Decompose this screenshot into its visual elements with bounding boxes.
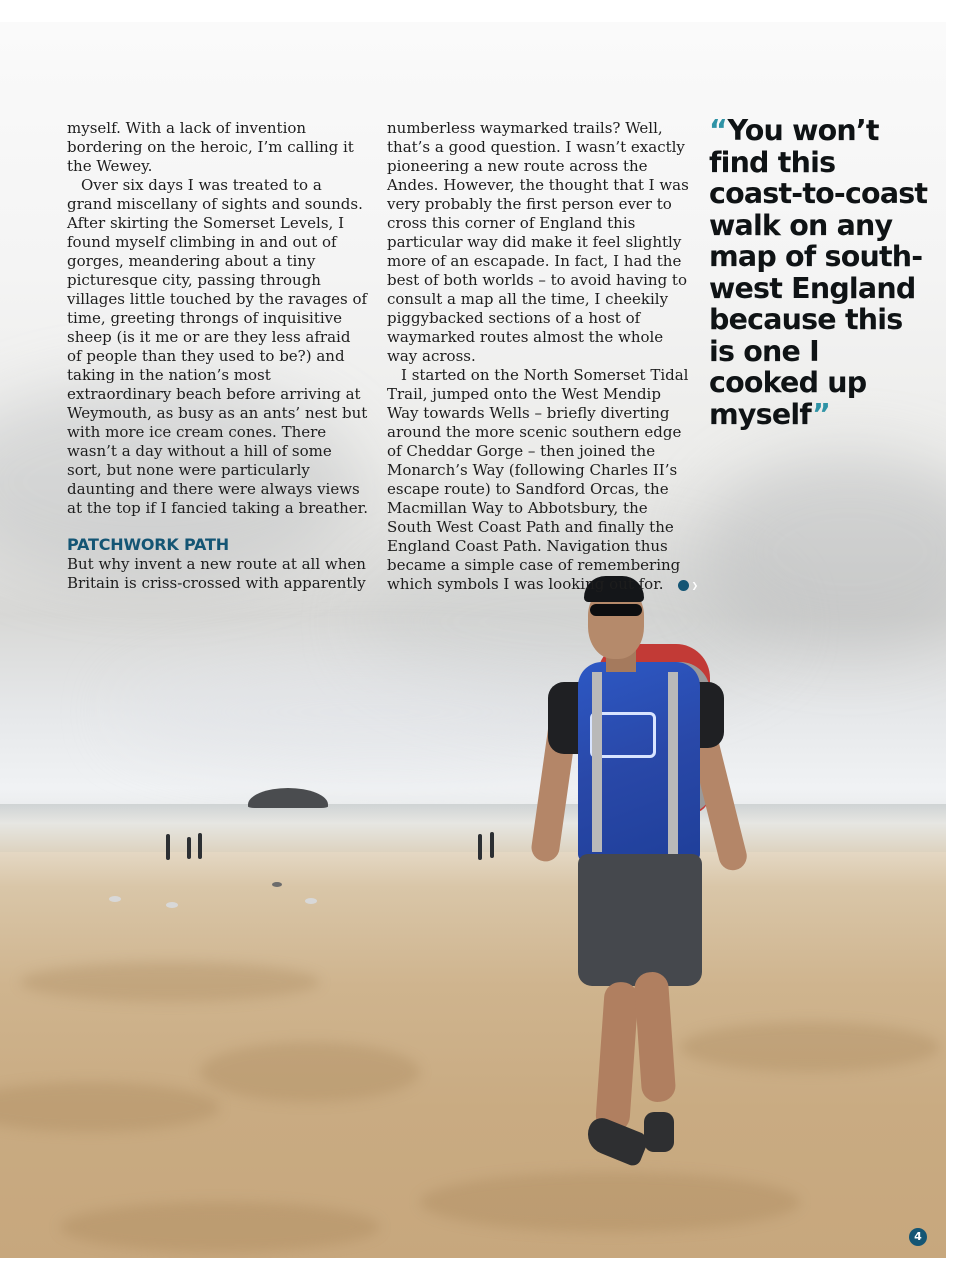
close-quote-mark: ” — [812, 397, 831, 431]
article-column-1 — [67, 119, 369, 593]
distant-walker — [166, 834, 170, 860]
distant-walker — [490, 832, 494, 858]
sunglasses — [590, 604, 642, 616]
left-shoe — [582, 1114, 650, 1168]
island — [248, 788, 328, 808]
open-quote-mark: “ — [709, 114, 728, 147]
seagull — [305, 898, 317, 904]
shoulder-strap — [668, 672, 678, 862]
right-shoe — [644, 1112, 674, 1152]
chevron-right-icon: ❯ — [678, 580, 689, 591]
sand-ripple — [60, 1202, 380, 1252]
paragraph: But why invent a new route at all when Britain is criss-crossed with apparently — [67, 555, 366, 592]
paragraph: numberless waymarked trails? Well, that’s a good question. I wasn’t exactly pioneering a new route across the Andes. However, the thought that I was very probably the first person ever to cross this corner of England this particular way did make it feel slightly more of an escapade. In fact, I had the best of both worlds – to avoid having to consult a map all the time, I cheekily piggybacked sections of a host of waymarked routes almost the whole way across. — [387, 119, 689, 365]
distant-walker — [198, 833, 202, 859]
shoulder-strap — [592, 672, 602, 852]
paragraph-text: I started on the North Somerset Tidal Trail, jumped onto the West Mendip Way towards Wells – briefly diverting around the more scenic southern edge of Cheddar Gorge – then joined the Monarch’s Way (following Charles II’s escape route) to Sandford Orcas, the Macmillan Way to Abbotsbury, the South West Coast Path and finally the England Coast Path. Navigation thus became a simple case of remembering which symbols I was looking out for. — [387, 366, 689, 593]
page-number: 4 — [909, 1228, 927, 1246]
paragraph — [387, 366, 699, 594]
distant-walker — [478, 834, 482, 860]
pull-quote — [709, 115, 931, 430]
sand-ripple — [200, 1042, 420, 1102]
paragraph: myself. With a lack of invention bordering on the heroic, I’m calling it the Wewey. — [67, 119, 354, 175]
sea — [0, 804, 946, 852]
seagull — [166, 902, 178, 908]
shorts — [578, 854, 702, 986]
distant-walker — [187, 837, 191, 859]
section-heading: PATCHWORK PATH — [67, 535, 229, 554]
left-leg — [595, 981, 639, 1133]
right-leg — [634, 971, 677, 1103]
sand-ripple — [420, 1172, 800, 1232]
seagull — [272, 882, 282, 887]
sand-ripple — [0, 1082, 220, 1132]
sand-ripple — [680, 1022, 940, 1072]
paragraph: Over six days I was treated to a grand miscellany of sights and sounds. After skirting the Somerset Levels, I found myself climbing in and out of gorges, meandering about a tiny picturesque city, passing through villages little touched by the ravages of time, greeting throngs of inquisitive sheep (is it me or are they less afraid of people than they used to be?) and taking in the nation’s most extraordinary beach before arriving at Weymouth, as busy as an ants’ nest but with more ice cream cones. There wasn’t a day without a hill of some sort, but none were particularly daunting and there were always views at the top if I fancied taking a breather. — [67, 176, 368, 517]
article-column-2 — [387, 119, 699, 594]
sand-ripple — [20, 962, 320, 1002]
magazine-page — [0, 22, 946, 1258]
seagull — [109, 896, 121, 902]
pull-quote-text: You won’t find this coast-to-coast walk on any map of south-west England because this is one I cooked up myself — [709, 114, 928, 431]
